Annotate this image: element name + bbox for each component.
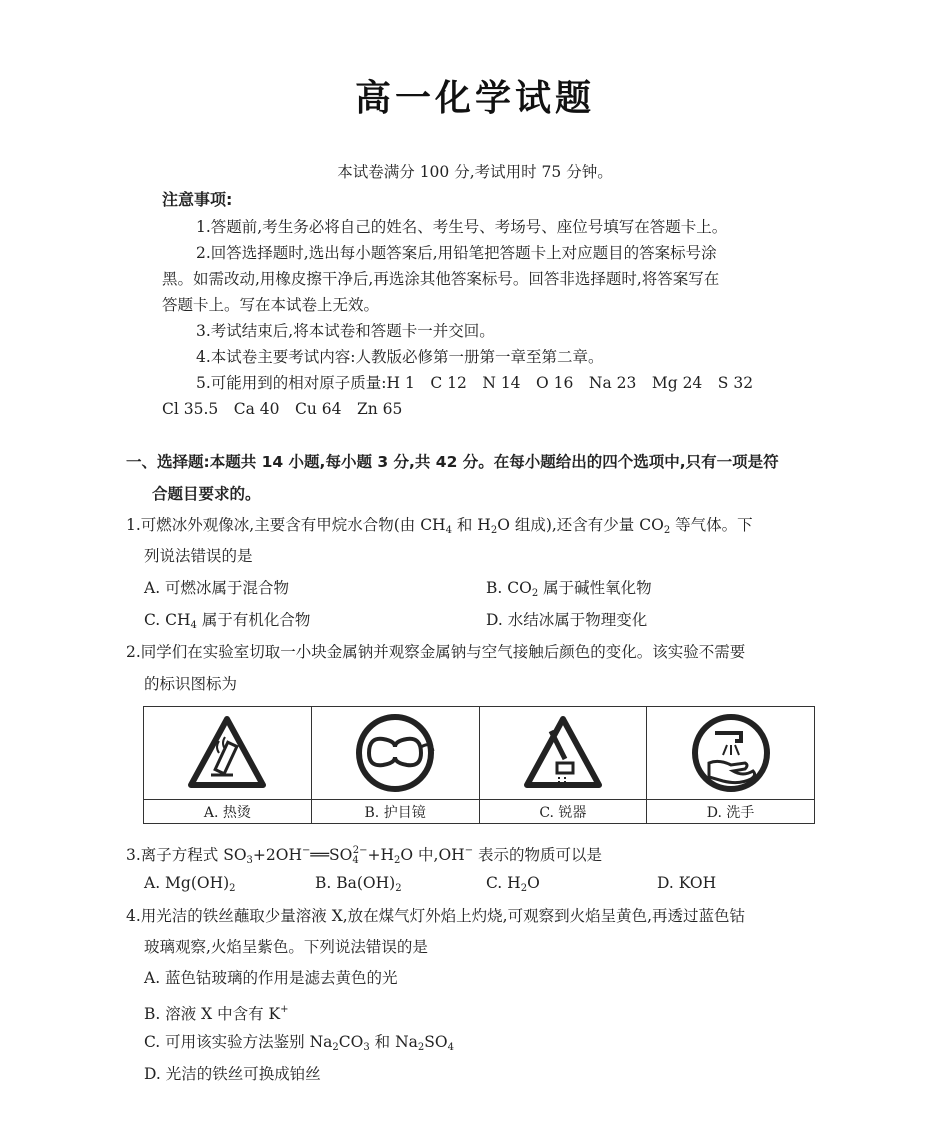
- q4-option-c: C. 可用该实验方法鉴别 $Na_2CO_3$ 和 $Na_2SO_4$: [144, 1033, 454, 1053]
- page-title: 高一化学试题: [354, 78, 595, 119]
- notice-item-5-line-1: 5.可能用到的相对原子质量:H 1 C 12 N 14 O 16 Na 23 Mg 24 S 32: [196, 374, 754, 392]
- q4-option-a: A. 蓝色钴玻璃的作用是滤去黄色的光: [144, 969, 398, 987]
- hot-surface-icon: [185, 713, 269, 793]
- q3-option-a: A. $Mg(OH)_2$: [144, 874, 236, 894]
- q3-option-c: C. $H_2O$: [486, 874, 540, 894]
- icon-cell-a: [144, 707, 312, 823]
- q3-stem: 3.离子方程式 $SO_3+2OH^-══SO_4^{2-}+H_2O$ 中,OH− 表示的物质可以是: [126, 845, 603, 866]
- q1-option-d: D. 水结冰属于物理变化: [486, 611, 648, 629]
- q1-option-c: C. $CH_4$ 属于有机化合物: [144, 611, 311, 631]
- notice-item-5-line-2: Cl 35.5 Ca 40 Cu 64 Zn 65: [162, 400, 403, 418]
- icon-label-b: B. 护目镜: [364, 804, 426, 821]
- icon-cell-d: [647, 707, 814, 823]
- q2-stem: 2.同学们在实验室切取一小块金属钠并观察金属钠与空气接触后颜色的变化。该实验不需要: [126, 643, 746, 661]
- section-1-heading: 一、选择题:本题共 14 小题,每小题 3 分,共 42 分。在每小题给出的四个选项中,只有一项是符: [126, 453, 779, 471]
- q4-option-d: D. 光洁的铁丝可换成铂丝: [144, 1065, 321, 1083]
- icon-label-c: C. 锐器: [539, 804, 587, 821]
- q1-option-b: B. $CO_2$ 属于碱性氧化物: [486, 579, 652, 599]
- exam-info: 本试卷满分 100 分,考试用时 75 分钟。: [337, 163, 613, 181]
- hand-wash-icon: [689, 711, 773, 795]
- notice-item-1: 1.答题前,考生务必将自己的姓名、考生号、考场号、座位号填写在答题卡上。: [196, 218, 728, 236]
- icon-cell-b: [312, 707, 480, 823]
- q2-stem-cont: 的标识图标为: [144, 675, 238, 693]
- safety-icon-table: [143, 706, 815, 824]
- notice-item-3: 3.考试结束后,将本试卷和答题卡一并交回。: [196, 322, 495, 340]
- notice-item-4: 4.本试卷主要考试内容:人教版必修第一册第一章至第二章。: [196, 348, 604, 366]
- goggles-icon: [353, 711, 437, 795]
- q1-stem: 1.可燃冰外观像冰,主要含有甲烷水合物(由 $CH_4$ 和 $H_2O$ 组成),还含有少量 $CO_2$ 等气体。下: [126, 516, 753, 536]
- section-1-heading-cont: 合题目要求的。: [152, 485, 261, 503]
- sharp-object-icon: [521, 713, 605, 793]
- icon-cell-c: [480, 707, 648, 823]
- q3-option-d: D. KOH: [657, 874, 717, 892]
- notice-item-2-line-2: 黑。如需改动,用橡皮擦干净后,再选涂其他答案标号。回答非选择题时,将答案写在: [162, 270, 720, 288]
- notice-item-2-line-3: 答题卡上。写在本试卷上无效。: [162, 296, 380, 314]
- q1-stem-cont: 列说法错误的是: [144, 547, 253, 565]
- icon-label-a: A. 热烫: [203, 804, 251, 821]
- q4-stem-cont: 玻璃观察,火焰呈紫色。下列说法错误的是: [144, 938, 428, 956]
- icon-label-d: D. 洗手: [706, 804, 755, 821]
- q3-option-b: B. $Ba(OH)_2$: [315, 874, 402, 894]
- q4-stem: 4.用光洁的铁丝蘸取少量溶液 X,放在煤气灯外焰上灼烧,可观察到火焰呈黄色,再透过蓝色钴: [126, 907, 746, 925]
- q4-option-b: B. 溶液 X 中含有 K+: [144, 1004, 289, 1023]
- notice-item-2-line-1: 2.回答选择题时,选出每小题答案后,用铅笔把答题卡上对应题目的答案标号涂: [196, 244, 717, 262]
- notice-heading: 注意事项:: [162, 190, 233, 209]
- q1-option-a: A. 可燃冰属于混合物: [144, 579, 290, 597]
